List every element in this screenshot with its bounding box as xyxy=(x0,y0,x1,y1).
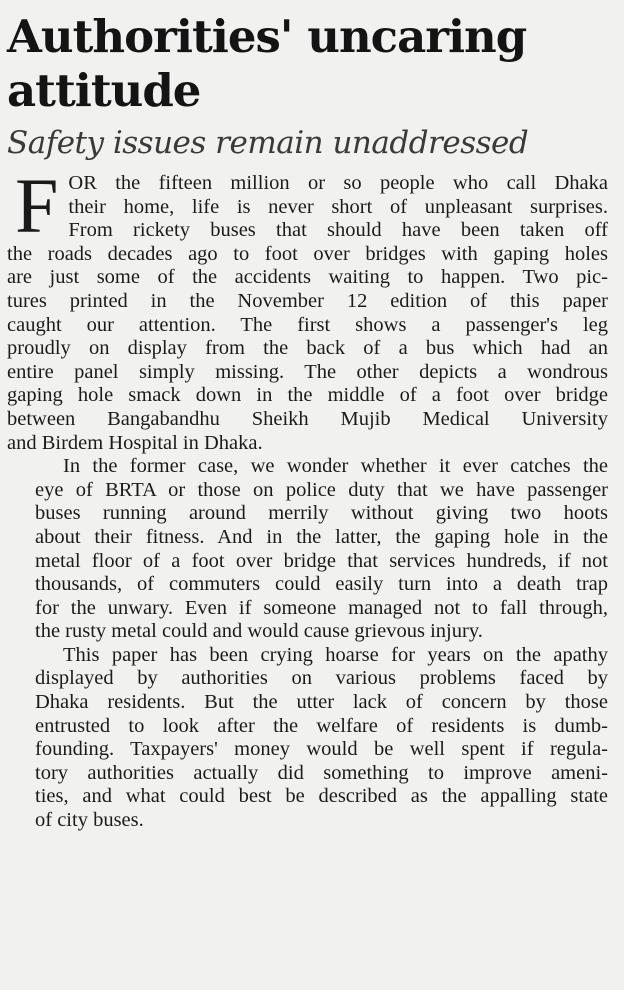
paragraph-line: tures printed in the November 12 edition of this paper xyxy=(7,289,608,312)
paragraph-line: OR the fifteen million or so people who call Dhaka xyxy=(68,172,608,194)
paragraph-line: eye of BRTA or those on police duty that we have passenger xyxy=(35,478,608,501)
paragraph-line: tory authorities actually did something to improve ameni- xyxy=(35,761,608,784)
paragraph-line: caught our attention. The first shows a passenger's leg xyxy=(7,313,608,336)
paragraph-line: metal floor of a foot over bridge that services hundreds, if not xyxy=(35,549,608,572)
paragraph-line: about their fitness. And in the latter, the gaping hole in the xyxy=(35,525,608,548)
headline-line-1: Authorities' uncaring xyxy=(7,10,527,63)
paragraph-line: From rickety buses that should have been taken off xyxy=(68,219,608,242)
paragraph-1 xyxy=(7,162,608,455)
paragraph-line: entire panel simply missing. The other depicts a wondrous xyxy=(7,360,608,383)
paragraph-line: displayed by authorities on various problems faced by xyxy=(35,667,608,690)
paragraph-line: entrusted to look after the welfare of residents is dumb- xyxy=(35,714,608,737)
paragraph-line: ties, and what could best be described as the appalling state xyxy=(35,785,608,808)
paragraph-line: for the unwary. Even if someone managed not to fall through, xyxy=(35,596,608,619)
paragraph-line: the rusty metal could and would cause grievous injury. xyxy=(35,620,483,643)
article-body xyxy=(7,162,608,833)
paragraph-line: Dhaka residents. But the utter lack of concern by those xyxy=(35,691,608,714)
paragraph-line: founding. Taxpayers' money would be well spent if regula- xyxy=(35,738,608,761)
paragraph-line: of city buses. xyxy=(35,809,144,832)
paragraph-line: the roads decades ago to foot over bridges with gaping holes xyxy=(7,242,608,265)
paragraph-line: gaping hole smack down in the middle of a foot over bridge xyxy=(7,384,608,407)
paragraph-line: proudly on display from the back of a bus which had an xyxy=(7,337,608,360)
paragraph-line: their home, life is never short of unpleasant surprises. xyxy=(68,195,608,218)
paragraph-line: This paper has been crying hoarse for years on the apathy xyxy=(63,643,608,666)
paragraph-line: and Birdem Hospital in Dhaka. xyxy=(7,431,263,454)
paragraph-line: are just some of the accidents waiting to happen. Two pic- xyxy=(7,266,608,289)
paragraph-2 xyxy=(7,455,608,644)
paragraph-line: thousands, of commuters could easily turn into a death trap xyxy=(35,573,608,596)
paragraph-3 xyxy=(7,644,608,833)
paragraph-line: between Bangabandhu Sheikh Mujib Medical University xyxy=(7,407,608,430)
headline-line-2: attitude xyxy=(7,64,201,117)
drop-cap: F xyxy=(15,162,59,249)
subheadline: Safety issues remain unaddressed xyxy=(7,125,529,161)
headline xyxy=(7,10,608,118)
paragraph-line: buses running around merrily without giving two hoots xyxy=(35,502,608,525)
paragraph-line: In the former case, we wonder whether it ever catches the xyxy=(63,455,608,478)
